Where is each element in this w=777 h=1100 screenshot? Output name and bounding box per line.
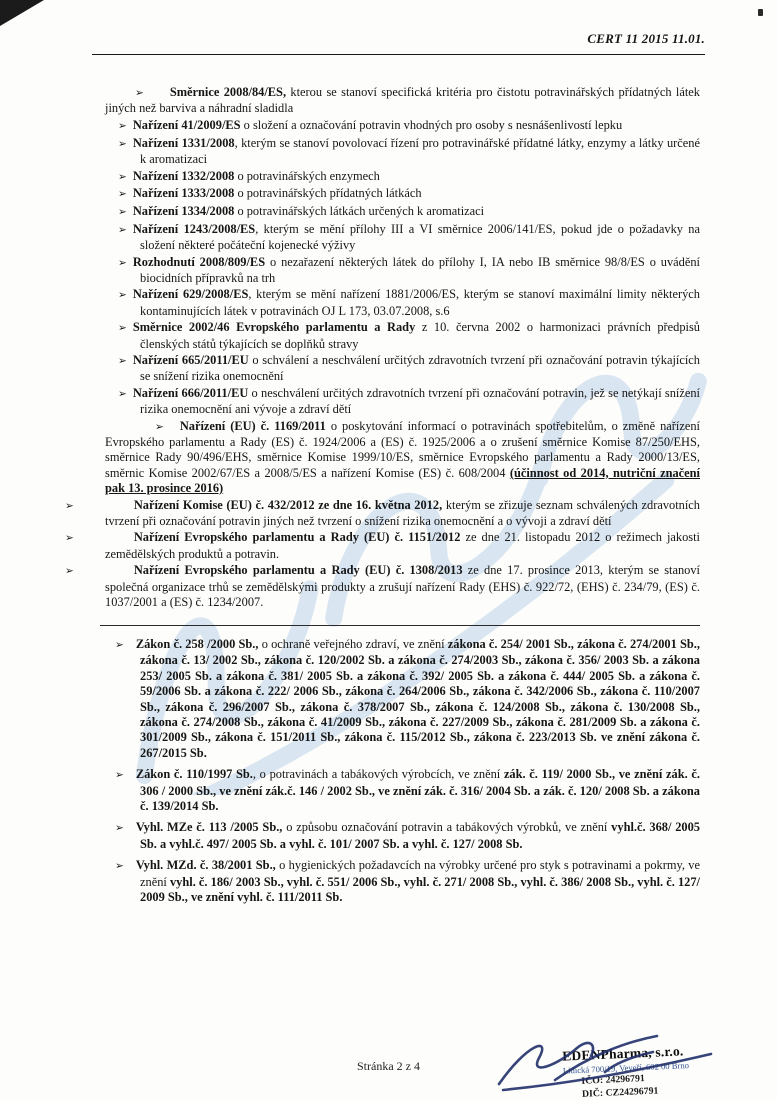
text-segment: Rozhodnutí 2008/809/ES xyxy=(132,254,266,269)
text-segment: Nařízení 665/2011/EU xyxy=(132,353,249,368)
text-segment: o potravinářských enzymech xyxy=(234,168,380,183)
text-segment: o potravinářských přídatných látkách xyxy=(234,186,422,201)
text-segment: o schválení a neschválení určitých zdravotních tvrzení při označování potravin týkajících se snížení rizika onemocnění xyxy=(140,353,701,384)
arrow-bullet-icon: ➢ xyxy=(118,388,127,401)
arrow-bullet-icon: ➢ xyxy=(118,256,127,269)
text-segment: Nařízení 41/2009/ES xyxy=(132,117,241,132)
list-item xyxy=(0,186,700,202)
list-item xyxy=(0,255,700,286)
text-segment: zák. č. 119/ 2000 Sb., ve znění zák. č. 306 / 2000 Sb., ve znění zák.č. 146 / 2002 Sb., ve znění zák. č. 316/ 2004 Sb. a zák. č. 120/ 2008 Sb. a zákona č. 139/2014 Sb. xyxy=(140,767,700,814)
list-item xyxy=(0,767,700,814)
arrow-bullet-icon: ➢ xyxy=(118,289,127,302)
text-segment: , kterým se stanoví povolovací řízení pro potravinářské přídatné látky, enzymy a látky určené k aromatizaci xyxy=(140,135,701,166)
company-stamp xyxy=(562,1039,776,1100)
arrow-bullet-icon: ➢ xyxy=(115,769,124,782)
header-title: CERT 11 2015 11.01. xyxy=(587,31,705,46)
document-header xyxy=(92,31,705,55)
arrow-bullet-icon: ➢ xyxy=(118,322,127,335)
list-item xyxy=(0,530,700,561)
text-segment: o poskytování informací o potravinách spotřebitelům, o změně nařízení Evropského parlamentu a Rady (ES) č. 1924/2006 a (ES) č. 1925/2006 a o zrušení směrnice Komise 87/250/EHS, směrnice Rady 90/496/EHS, směrnice Komise 1999/10/ES, směrnice Evropského parlamentu a Rady 2000/13/ES, směrnic Komise 2002/67/ES a 2008/5/ES a nařízení Komise (ES) č. 608/2004 xyxy=(105,419,700,480)
text-segment: Nařízení (EU) č. 1169/2011 xyxy=(179,419,326,434)
scan-corner-artifact xyxy=(0,0,44,26)
text-segment: Nařízení 1334/2008 xyxy=(132,203,235,218)
list-item xyxy=(0,118,700,134)
list-item xyxy=(0,386,700,417)
text-segment: Nařízení Komise (EU) č. 432/2012 ze dne 16. května 2012, xyxy=(133,497,443,512)
text-segment: , kterým se mění přílohy III a VI směrnice 2006/141/ES, pokud jde o požadavky na složení některé počáteční kojenecké výživy xyxy=(140,221,701,252)
stamp-company-name: EDENPharma, s.r.o. xyxy=(561,1043,684,1064)
text-segment: zákona č. 254/ 2001 Sb., zákona č. 274/2001 Sb., zákona č. 13/ 2002 Sb., zákona č. 120/2002 Sb. a zákona č. 274/2003 Sb., zákona č. 356/ 2003 Sb. a zákona 253/ 2005 Sb. a zákona č. 381/ 2005 Sb. a zákona č. 392/ 2005 Sb. a zákona č. 444/ 2005 Sb. a zákona č. 59/2006 Sb. a zákona č. 222/ 2006 Sb., zákona č. 264/2006 Sb., zákona č. 342/2006 Sb., zákona č. 110/2007 Sb., zákona č. 296/2007 Sb., zákona č. 378/2007 Sb., zákona č. 124/2008 Sb., zákona č. 130/2008 Sb., zákona č. 274/2008 Sb., zákona č. 41/2009 Sb., zákona č. 227/2009 Sb., zákona č. 281/2009 Sb. a zákona č. 301/2009 Sb., zákona č. 151/2011 Sb., zákona č. 115/2012 Sb., zákona č. 223/2013 Sb. ve znění zákona č. 267/2015 Sb. xyxy=(140,637,700,760)
arrow-bullet-icon: ➢ xyxy=(115,822,124,835)
list-item xyxy=(0,353,700,384)
arrow-bullet-icon: ➢ xyxy=(65,565,74,578)
text-segment: Směrnice 2008/84/ES, xyxy=(169,85,287,99)
arrow-bullet-icon: ➢ xyxy=(155,421,164,434)
text-segment: Nařízení Evropského parlamentu a Rady (EU) č. 1308/2013 xyxy=(133,563,463,578)
list-item xyxy=(0,85,700,116)
text-segment: Nařízení 629/2008/ES xyxy=(132,287,249,302)
arrow-bullet-icon: ➢ xyxy=(115,860,124,873)
list-item xyxy=(0,498,700,529)
text-segment: , o potravinách a tabákových výrobcích, ve znění xyxy=(252,767,504,782)
list-item xyxy=(0,637,700,761)
list-item xyxy=(0,320,700,351)
text-segment: Zákon č. 258 /2000 Sb., xyxy=(135,637,259,651)
text-segment: o neschválení určitých zdravotních tvrzení při označování potravin, jež se netýkají snížení rizika onemocnění ani vývoje a zdraví dětí xyxy=(140,386,700,417)
list-item xyxy=(0,820,700,852)
text-segment: vyhl.č. 368/ 2005 Sb. a vyhl.č. 497/ 2005 Sb. a vyhl. č. 101/ 2007 Sb. a vyhl. č. 127/ 2008 Sb. xyxy=(140,820,701,851)
text-segment: Nařízení 1332/2008 xyxy=(132,168,235,183)
arrow-bullet-icon: ➢ xyxy=(118,355,127,368)
law-list xyxy=(0,637,700,906)
text-segment: Vyhl. MZd. č. 38/2001 Sb., xyxy=(135,858,276,873)
page-number: Stránka 2 z 4 xyxy=(357,1059,420,1073)
text-segment: , kterým se mění nařízení 1881/2006/ES, kterým se stanoví maximální limity některých kontaminujících látek v potravinách OJ L 173, 03.07.2008, s.6 xyxy=(140,287,700,318)
arrow-bullet-icon: ➢ xyxy=(118,170,127,183)
text-segment: o způsobu označování potravin a tabákových výrobků, ve znění xyxy=(282,820,612,835)
list-item xyxy=(0,136,700,167)
text-segment: Nařízení 1333/2008 xyxy=(132,186,235,201)
text-segment: ze dne 21. listopadu 2012 o režimech jakosti zemědělských produktů a potravin. xyxy=(105,530,700,561)
list-item xyxy=(0,169,700,185)
text-segment: o potravinářských látkách určených k aromatizaci xyxy=(234,203,485,218)
arrow-bullet-icon: ➢ xyxy=(118,119,127,132)
list-item xyxy=(0,419,700,496)
list-item xyxy=(0,222,700,253)
text-segment: ze dne 17. prosince 2013, kterým se stanoví společná organizace trhů se zemědělskými produkty a zrušují nařízení Rady (EHS) č. 922/72, (EHS) č. 234/79, (ES) č. 1037/2001 a (ES) č. 1234/2007. xyxy=(105,563,700,609)
text-segment: o hygienických požadavcích na výrobky určené pro styk s potravinami a pokrmy, ve znění xyxy=(140,858,700,889)
list-item xyxy=(0,287,700,318)
text-segment: o složení a označování potravin vhodných pro osoby s nesnášenlivostí lepku xyxy=(240,117,623,132)
arrow-bullet-icon: ➢ xyxy=(118,137,127,150)
text-segment: Vyhl. MZe č. 113 /2005 Sb., xyxy=(135,820,283,835)
text-segment: Nařízení 1243/2008/ES xyxy=(132,221,256,236)
text-segment: kterou se stanoví specifická kritéria pro čistotu potravinářských přídatných látek jiných než barviva a náhradní sladidla xyxy=(105,85,700,116)
text-segment: kterým se zřizuje seznam schválených zdravotních tvrzení při označování potravin jiných než tvrzení o snížení rizika onemocnění a o vývoji a zdraví dětí xyxy=(105,497,700,528)
section-divider xyxy=(100,625,700,626)
text-segment: Nařízení 1331/2008 xyxy=(132,135,235,150)
text-segment: vyhl. č. 186/ 2003 Sb., vyhl. č. 551/ 2006 Sb., vyhl. č. 271/ 2008 Sb., vyhl. č. 386/ 2008 Sb., vyhl. č. 127/ 2009 Sb., ve znění vyhl. č. 111/2011 Sb. xyxy=(140,874,701,905)
text-segment: (účinnost od 2014, nutriční značení pak 13. prosince 2016) xyxy=(105,465,700,495)
list-item xyxy=(0,204,700,220)
text-segment: o nezařazení některých látek do přílohy I, IA nebo IB směrnice 98/8/ES o uvádění biocidních přípravků na trh xyxy=(140,254,700,285)
stamp-dic: DIČ: CZ24296791 xyxy=(581,1084,659,1100)
document-body xyxy=(0,85,700,912)
arrow-bullet-icon: ➢ xyxy=(118,223,127,236)
arrow-bullet-icon: ➢ xyxy=(115,639,124,651)
text-segment: o ochraně veřejného zdraví, ve znění xyxy=(258,637,448,651)
arrow-bullet-icon: ➢ xyxy=(118,188,127,201)
list-item xyxy=(0,563,700,610)
stamp-address: Lidická 700/19, Veveří, 602 00 Brno xyxy=(562,1059,690,1076)
text-segment: z 10. června 2002 o harmonizaci právních předpisů členských států týkajících se doplňků stravy xyxy=(140,320,700,351)
arrow-bullet-icon: ➢ xyxy=(65,499,74,512)
text-segment: Nařízení 666/2011/EU xyxy=(132,386,249,401)
text-segment: Směrnice 2002/46 Evropského parlamentu a Rady xyxy=(132,320,416,335)
text-segment: Nařízení Evropského parlamentu a Rady (EU) č. 1151/2012 xyxy=(133,530,461,545)
arrow-bullet-icon: ➢ xyxy=(65,532,74,545)
arrow-bullet-icon: ➢ xyxy=(118,205,127,218)
text-segment: Zákon č. 110/1997 Sb. xyxy=(135,767,253,782)
regulation-list xyxy=(0,85,700,610)
stamp-ico: IČO: 24296791 xyxy=(581,1072,646,1087)
list-item xyxy=(0,858,700,905)
arrow-bullet-icon: ➢ xyxy=(135,87,144,99)
scan-speck-artifact xyxy=(758,9,763,16)
